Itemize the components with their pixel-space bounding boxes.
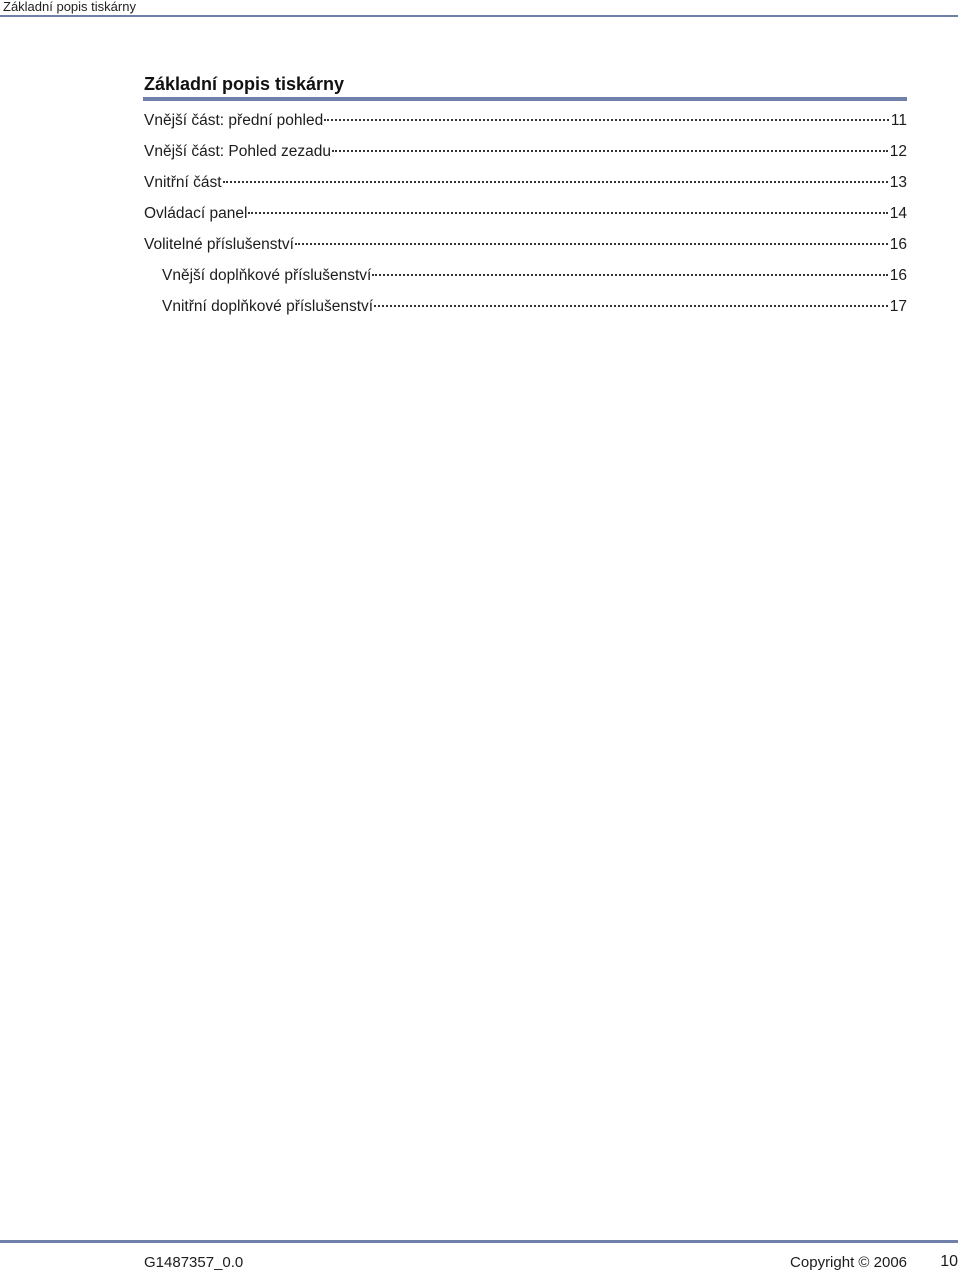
footer-document-id: G1487357_0.0: [144, 1254, 244, 1271]
toc-entry-external-accessories[interactable]: [144, 263, 907, 294]
toc-dot-leader: [332, 150, 888, 152]
toc-entry-page: 16: [889, 236, 907, 253]
toc-entry-title: Vnitřní část: [144, 174, 222, 191]
toc-entry-exterior-front[interactable]: [144, 108, 907, 139]
table-of-contents: [144, 108, 907, 325]
toc-entry-optional-accessories[interactable]: [144, 232, 907, 263]
toc-entry-title: Ovládací panel: [144, 205, 248, 222]
toc-entry-page: 11: [890, 112, 907, 129]
toc-entry-title: Vnitřní doplňkové příslušenství: [162, 298, 374, 315]
toc-dot-leader: [248, 212, 887, 214]
toc-entry-exterior-rear[interactable]: [144, 139, 907, 170]
footer-page-number: 10: [940, 1253, 958, 1270]
toc-dot-leader: [324, 119, 889, 121]
toc-dot-leader: [295, 243, 888, 245]
toc-entry-title: Volitelné příslušenství: [144, 236, 294, 253]
toc-entry-interior[interactable]: [144, 170, 907, 201]
header-rule: [0, 15, 958, 17]
section-title: Základní popis tiskárny: [144, 74, 345, 94]
title-rule: [143, 97, 907, 101]
footer-copyright: Copyright © 2006: [790, 1254, 907, 1271]
toc-entry-page: 13: [889, 174, 907, 191]
toc-entry-page: 17: [889, 298, 907, 315]
toc-entry-page: 12: [889, 143, 907, 160]
toc-entry-title: Vnější část: přední pohled: [144, 112, 324, 129]
toc-entry-internal-accessories[interactable]: [144, 294, 907, 325]
footer-rule: [0, 1240, 958, 1243]
toc-dot-leader: [223, 181, 888, 183]
toc-entry-title: Vnější doplňkové příslušenství: [162, 267, 372, 284]
toc-entry-title: Vnější část: Pohled zezadu: [144, 143, 331, 160]
toc-dot-leader: [374, 305, 888, 307]
toc-entry-page: 16: [889, 267, 907, 284]
running-header: Základní popis tiskárny: [3, 0, 136, 14]
toc-entry-page: 14: [889, 205, 907, 222]
toc-dot-leader: [372, 274, 887, 276]
toc-entry-control-panel[interactable]: [144, 201, 907, 232]
